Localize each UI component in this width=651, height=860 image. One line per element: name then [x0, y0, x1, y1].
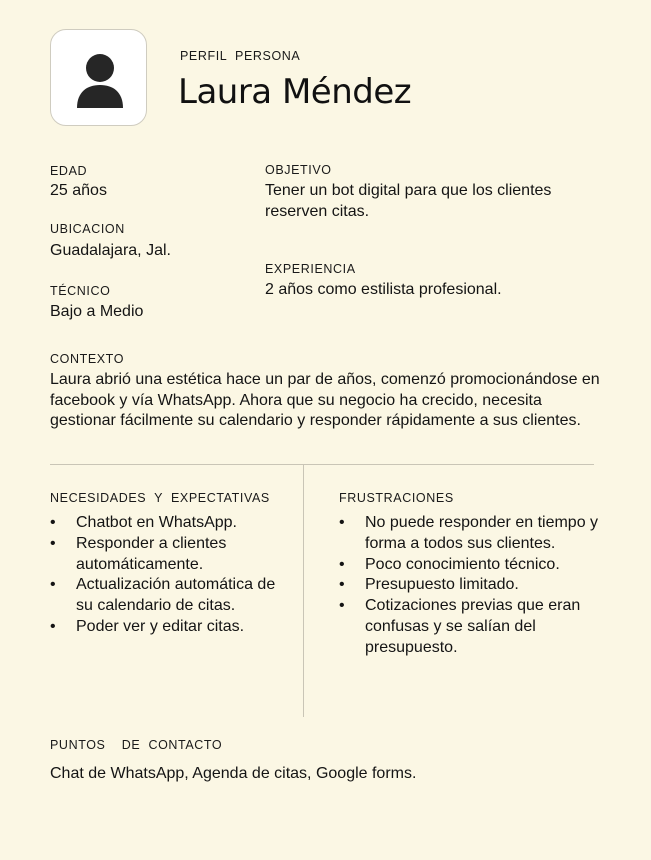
objetivo-value: Tener un bot digital para que los clientes reserven citas. — [265, 182, 552, 220]
list-item: • Chatbot en WhatsApp. — [50, 513, 285, 534]
list-item: • No puede responder en tiempo y forma a todos sus clientes. — [339, 514, 599, 552]
persona-name: Laura Méndez — [178, 72, 412, 112]
avatar — [50, 29, 147, 126]
list-item: • Presupuesto limitado. — [339, 575, 609, 596]
bullet-icon: • — [339, 597, 345, 615]
necesidades-list — [50, 513, 285, 638]
contacto-label: PUNTOS DE CONTACTO — [50, 738, 223, 752]
objetivo-label: OBJETIVO — [265, 163, 332, 177]
list-item: • Cotizaciones previas que eran confusas y se salían del presupuesto. — [339, 597, 581, 656]
experiencia-value: 2 años como estilista profesional. — [265, 281, 502, 298]
list-item: • Actualización automática de su calendario de citas. — [50, 576, 276, 615]
bullet-icon: • — [339, 514, 345, 531]
user-silhouette-icon — [75, 52, 125, 110]
contacto-text: Chat de WhatsApp, Agenda de citas, Google forms. — [50, 765, 417, 782]
persona-kicker: PERFIL PERSONA — [180, 49, 301, 63]
experiencia-label: EXPERIENCIA — [265, 262, 356, 276]
list-item: • Responder a clientes automáticamente. — [50, 534, 227, 573]
tecnico-value: Bajo a Medio — [50, 303, 144, 320]
edad-value: 25 años — [50, 182, 107, 199]
bullet-icon: • — [50, 514, 56, 531]
necesidades-label: NECESIDADES Y EXPECTATIVAS — [50, 491, 270, 505]
column-divider — [303, 465, 304, 717]
bullet-icon: • — [50, 576, 56, 594]
ubicacion-value: Guadalajara, Jal. — [50, 242, 171, 259]
bullet-icon: • — [50, 534, 56, 552]
list-item: • Poco conocimiento técnico. — [339, 555, 609, 576]
bullet-icon: • — [339, 555, 345, 573]
contexto-text: Laura abrió una estética hace un par de años, comenzó promocionándose en facebook y vía WhatsApp. Ahora que su negocio ha crecido, necesita gestionar fácilmente su calendario y responder rápidamente a sus clientes. — [50, 371, 600, 429]
edad-label: EDAD — [50, 164, 88, 178]
tecnico-label: TÉCNICO — [50, 284, 111, 298]
bullet-icon: • — [339, 576, 345, 594]
bullet-icon: • — [50, 617, 56, 635]
ubicacion-label: UBICACION — [50, 222, 125, 236]
section-divider — [50, 464, 594, 465]
frustraciones-label: FRUSTRACIONES — [339, 491, 454, 505]
frustraciones-list — [339, 513, 609, 659]
contexto-label: CONTEXTO — [50, 352, 125, 366]
list-item: • Poder ver y editar citas. — [50, 617, 285, 638]
